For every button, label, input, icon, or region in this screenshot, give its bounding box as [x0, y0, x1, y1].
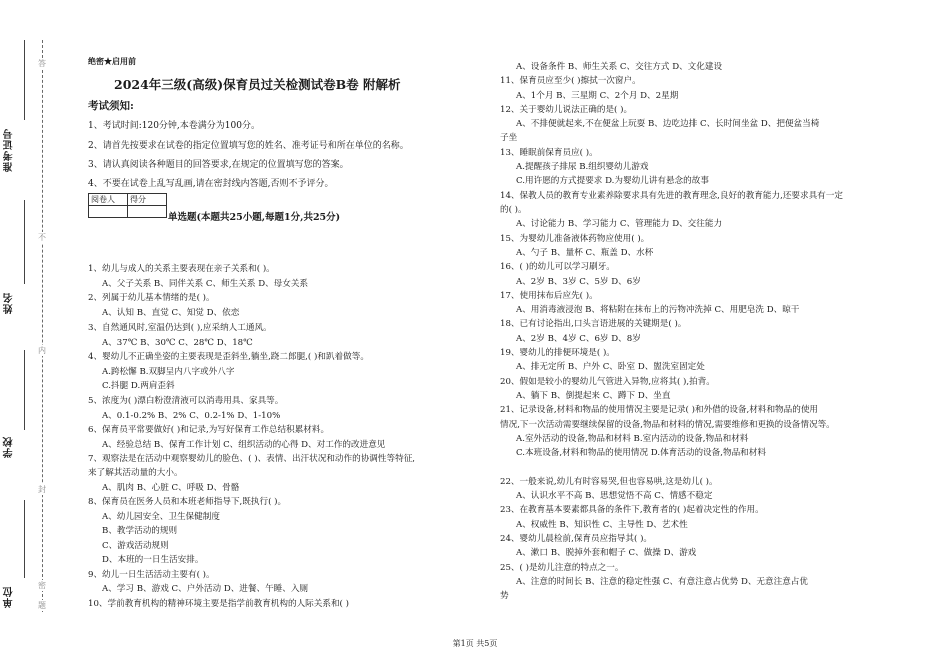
answer-options: B、教学活动的规则 — [102, 526, 178, 536]
question-text: 势 — [500, 591, 509, 601]
answer-options: A、认识水平不高 B、思想觉悟不高 C、情感不稳定 — [516, 491, 713, 501]
question-text: 21、记录设备,材料和物品的使用情况主要是记录( )和外借的设备,材料和物品的使用 — [500, 405, 819, 415]
question-text: 子坐 — [500, 133, 518, 143]
question-text: 18、已有讨论指出,口头言语进展的关键期是( )。 — [500, 319, 687, 329]
question-text: 23、在教育基本要素都具备的条件下,教育者的( )起着决定性的作用。 — [500, 505, 764, 515]
answer-options: C.抖腿 D.两肩歪斜 — [102, 381, 175, 391]
answer-options: A、不排便就起来,不在便盆上玩耍 B、边吃边排 C、长时间坐盆 D、把便盆当椅 — [516, 119, 820, 129]
question-text: 20、假如是较小的婴幼儿气管进入异物,应将其( ),拍背。 — [500, 377, 715, 387]
page-title: 2024年三级(高级)保育员过关检测试卷B卷 附解析 — [114, 77, 401, 92]
question-text: 9、幼儿一日生活活动主要有( )。 — [88, 570, 215, 580]
answer-options: A、学习 B、游戏 C、户外活动 D、进餐、午睡、入厕 — [102, 584, 309, 594]
question-text: 13、睡眠前保育员应( )。 — [500, 148, 598, 158]
school-label: 学校 — [4, 436, 15, 458]
answer-options: A、设备条件 B、师生关系 C、交往方式 D、文化建设 — [516, 62, 723, 72]
answer-options: A、2岁 B、4岁 C、6岁 D、8岁 — [516, 334, 641, 344]
question-text: 1、幼儿与成人的关系主要表现在亲子关系和( )。 — [88, 264, 275, 274]
question-text: 22、一般来说,幼儿有时容易哭,但也容易哄,这是幼儿( )。 — [500, 477, 718, 487]
answer-options: A.跨松懈 B.双脚呈内八字或外八字 — [102, 367, 235, 377]
answer-options: A、父子关系 B、同伴关系 C、师生关系 D、母女关系 — [102, 279, 309, 289]
question-text: 15、为婴幼儿准备液体药物应使用( )。 — [500, 234, 650, 244]
score-table — [88, 193, 167, 218]
seal-char: 不 — [38, 233, 46, 242]
answer-options: A、2岁 B、3岁 C、5岁 D、6岁 — [516, 277, 641, 287]
notice-item: 2、请首先按要求在试卷的指定位置填写您的姓名、准考证号和所在单位的名称。 — [88, 141, 409, 151]
question-text: 11、保育员应至少( )擦拭一次窗户。 — [500, 76, 641, 86]
notice-item: 3、请认真阅读各种题目的回答要求,在规定的位置填写您的答案。 — [88, 160, 349, 170]
seal-line — [42, 40, 43, 612]
answer-options: A、1个月 B、三星期 C、2个月 D、2星期 — [516, 91, 679, 101]
question-text: 7、观察法是在活动中观察婴幼儿的脸色、( )、表情、出汗状况和动作的协调性等特征, — [88, 454, 416, 464]
answer-options: A、排无定所 B、户外 C、卧室 D、盥洗室固定处 — [516, 362, 705, 372]
seal-char: 密 — [38, 581, 46, 590]
answer-options: A、肌肉 B、心脏 C、呼吸 D、骨骼 — [102, 483, 240, 493]
question-text: 3、自然通风时,室温仍达到( ),应采纳人工通风。 — [88, 323, 272, 333]
answer-options: A、幼儿园安全、卫生保健制度 — [102, 512, 220, 522]
answer-options: A、权威性 B、知识性 C、主导性 D、艺术性 — [516, 520, 688, 530]
answer-options: A、0.1-0.2% B、2% C、0.2-1% D、1-10% — [102, 411, 281, 421]
answer-options: D、本班的一日生活安排。 — [102, 555, 204, 565]
question-text: 2、列属于幼儿基本情绪的是( )。 — [88, 293, 215, 303]
question-text: 16、( )的幼儿可以学习刷牙。 — [500, 262, 615, 272]
question-text: 19、婴幼儿的排便环境是( )。 — [500, 348, 615, 358]
unit-line — [24, 500, 25, 578]
exam-number-line — [24, 40, 25, 120]
question-text: 5、浓度为( )漂白粉澄清液可以消毒用具、家具等。 — [88, 396, 284, 406]
grader-header: 阅卷人 — [89, 194, 128, 206]
question-text: 4、婴幼儿不正确坐姿的主要表现是歪斜坐,躺坐,跷二郎腿,( )和趴着做等。 — [88, 352, 369, 362]
unit-label: 单位 — [4, 586, 15, 608]
answer-options: A、躺下 B、倒提起来 C、蹲下 D、坐直 — [516, 391, 671, 401]
question-text: 6、保育员平常要做好( )和记录,为写好保育工作总结积累材料。 — [88, 425, 330, 435]
answer-options: A.提醒孩子排尿 B.组织婴幼儿游戏 — [516, 162, 649, 172]
answer-options: A、经验总结 B、保育工作计划 C、组织活动的心得 D、对工作的改进意见 — [102, 440, 386, 450]
exam-number-label: 准考证号 — [4, 128, 15, 172]
question-text: 24、婴幼儿晨检前,保育员应指导其( )。 — [500, 534, 653, 544]
answer-options: A、注意的时间长 B、注意的稳定性强 C、有意注意占优势 D、无意注意占优 — [516, 577, 808, 587]
question-text: 来了解其活动量的大小。 — [88, 468, 183, 478]
answer-options: A.室外活动的设备,物品和材料 B.室内活动的设备,物品和材料 — [516, 434, 749, 444]
answer-options: A、漱口 B、脱掉外套和帽子 C、做操 D、游戏 — [516, 548, 697, 558]
answer-options: A、37℃ B、30℃ C、28℃ D、18℃ — [102, 338, 253, 348]
section-heading: 单选题(本题共25小题,每题1分,共25分) — [168, 212, 341, 223]
seal-char: 题 — [38, 601, 46, 610]
school-line — [24, 350, 25, 430]
score-header: 得分 — [128, 194, 167, 206]
binding-strip — [0, 0, 64, 671]
answer-options: C、游戏活动规则 — [102, 541, 169, 551]
question-text: 10、学前教育机构的精神环境主要是指学前教育机构的人际关系和( ) — [88, 599, 349, 609]
answer-options: A、用消毒液浸泡 B、将粘附在抹布上的污物冲洗掉 C、用肥皂洗 D、晾干 — [516, 305, 800, 315]
answer-options: A、讨论能力 B、学习能力 C、管理能力 D、交往能力 — [516, 219, 723, 229]
answer-options: C.本班设备,材料和物品的使用情况 D.体育活动的设备,物品和材料 — [516, 448, 766, 458]
seal-char: 内 — [38, 346, 46, 355]
question-text: 17、使用抹布后应先( )。 — [500, 291, 598, 301]
score-cell — [128, 206, 167, 218]
question-text: 14、保教人员的教育专业素养除要求具有先进的教育理念,良好的教育能力,还要求具有一定 — [500, 191, 843, 201]
answer-options: A、勺子 B、量杯 C、瓶盖 D、水杯 — [516, 248, 654, 258]
grader-cell — [89, 206, 128, 218]
notice-heading: 考试须知: — [88, 100, 134, 112]
notice-item: 1、考试时间:120分钟,本卷满分为100分。 — [88, 121, 260, 131]
page-footer: 第1页 共5页 — [452, 639, 498, 648]
seal-char: 答 — [38, 59, 46, 68]
answer-options: C.用许愿的方式提要求 D.为婴幼儿讲有悬念的故事 — [516, 176, 709, 186]
name-line — [24, 200, 25, 284]
name-label: 姓名 — [4, 292, 15, 314]
question-text: 8、保育员在医务人员和本班老师指导下,既执行( )。 — [88, 497, 287, 507]
question-text: 12、关于婴幼儿说法正确的是( )。 — [500, 105, 633, 115]
question-text: 25、( )是幼儿注意的特点之一。 — [500, 563, 624, 573]
question-text: 的( )。 — [500, 205, 527, 215]
confidential-mark: 绝密★启用前 — [88, 56, 136, 66]
seal-char: 封 — [38, 485, 46, 494]
question-text: 情况,下一次活动需要继续保留的设备,物品和材料的情况,需要维修和更换的设备情况等。 — [500, 420, 835, 430]
answer-options: A、认知 B、直觉 C、知觉 D、依恋 — [102, 308, 240, 318]
notice-item: 4、不要在试卷上乱写乱画,请在密封线内答题,否则不予评分。 — [88, 179, 334, 189]
